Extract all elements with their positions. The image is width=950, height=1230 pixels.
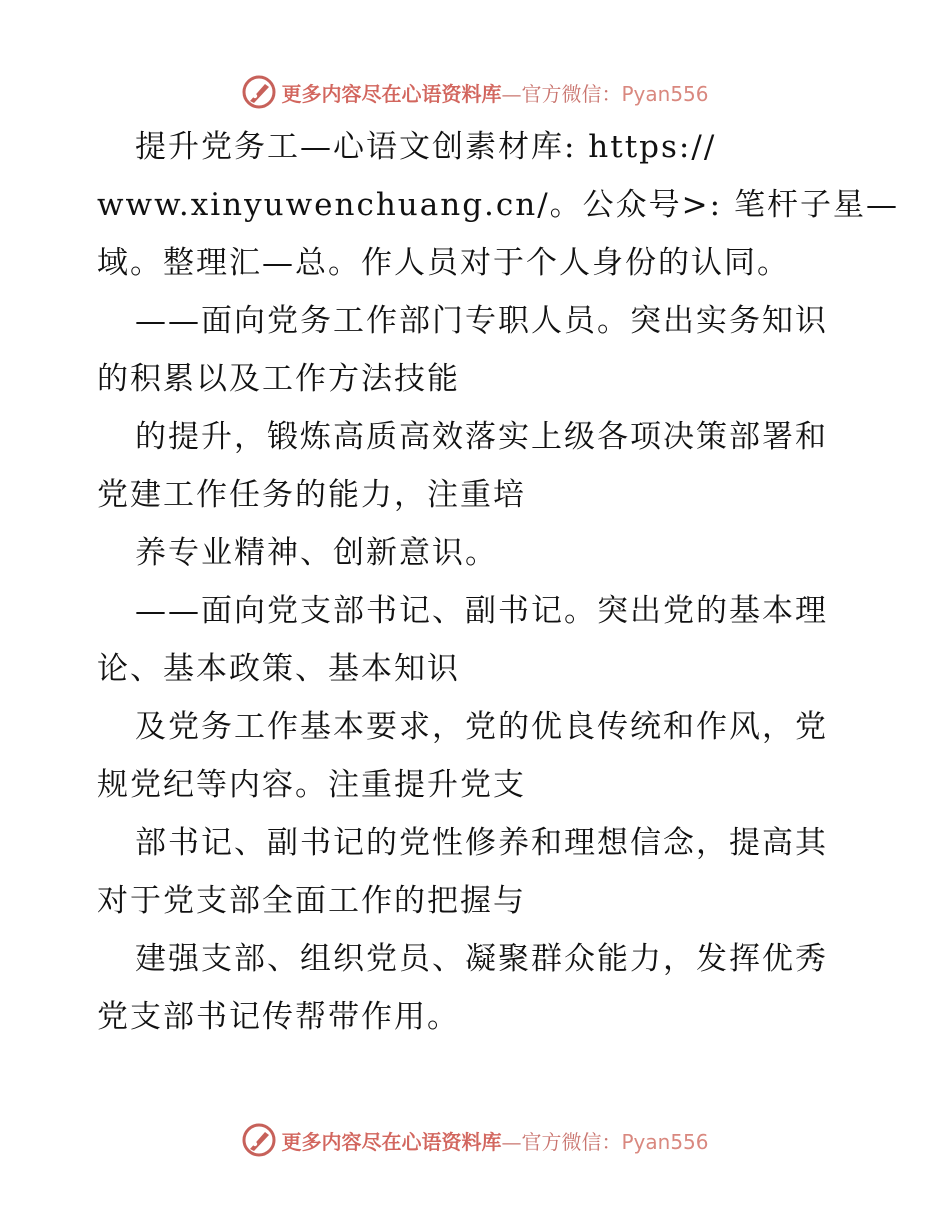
footer-wechat-id: Pyan556 [621,1129,709,1154]
body-line: 部书记、副书记的党性修养和理想信念，提高其 [135,825,828,861]
footer-official-label: 官方微信： [521,1129,622,1154]
body-line: 规党纪等内容。注重提升党支 [97,767,526,803]
footer-dash: — [501,1129,522,1154]
body-line: 养专业精神、创新意识。 [135,535,498,571]
header-wechat-id: Pyan556 [621,81,709,106]
footer-watermark [0,1120,950,1160]
body-line: 对于党支部全面工作的把握与 [97,883,526,919]
body-line: 提升党务工—心语文创素材库: https:// [135,129,717,165]
body-line: www.xinyuwenchuang.cn/。公众号>: 笔杆子星— [97,187,899,223]
document-body [97,118,899,1046]
body-line: 党支部书记传帮带作用。 [97,999,460,1035]
body-line: 建强支部、组织党员、凝聚群众能力，发挥优秀 [135,941,828,977]
body-line: ——面向党支部书记、副书记。突出党的基本理 [135,593,828,629]
body-line: 党建工作任务的能力，注重培 [97,477,526,513]
body-line: ——面向党务工作部门专职人员。突出实务知识 [135,303,828,339]
footer-text [281,1126,708,1155]
body-line: 及党务工作基本要求，党的优良传统和作风，党 [135,709,828,745]
header-official-label: 官方微信： [521,81,622,106]
pen-logo-icon [241,1122,277,1158]
header-watermark [0,72,950,112]
body-line: 论、基本政策、基本知识 [97,651,460,687]
pen-logo-icon [241,74,277,110]
header-dash: — [501,81,522,106]
body-line: 域。整理汇—总。作人员对于个人身份的认同。 [97,245,790,281]
header-brand: 更多内容尽在心语资料库 [281,81,502,106]
header-text [281,78,708,107]
footer-brand: 更多内容尽在心语资料库 [281,1129,502,1154]
body-line: 的积累以及工作方法技能 [97,361,460,397]
body-line: 的提升，锻炼高质高效落实上级各项决策部署和 [135,419,828,455]
